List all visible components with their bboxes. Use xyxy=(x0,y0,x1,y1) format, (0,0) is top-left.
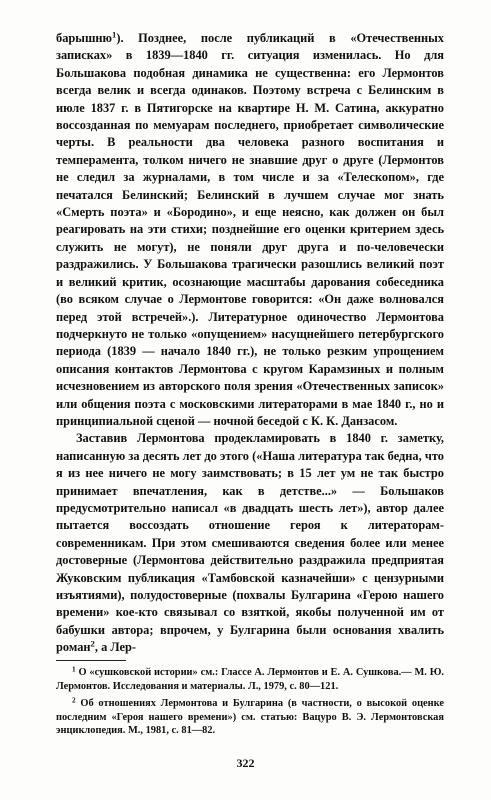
footnote-number: 2 xyxy=(72,696,76,705)
paragraph-text: барышню xyxy=(56,31,113,45)
footnote-number: 1 xyxy=(72,665,76,674)
footnote-ref: 1 xyxy=(112,29,117,40)
page-number: 322 xyxy=(236,756,255,770)
paragraph-text: , а Лер- xyxy=(94,640,137,655)
footnote-text: Об отношениях Лермонтова и Булгарина (в частности, о высокой оценке последним «Героя нашего времени») см. статью: Вацуро В. Э. Лермонтовская энциклопедия. М., 1981, с. 81—82. xyxy=(56,698,444,737)
footnotes xyxy=(56,666,444,742)
paragraph xyxy=(56,30,444,430)
paragraph xyxy=(56,430,444,656)
footnote-text: О «сушковской истории» см.: Глассе А. Лермонтов и Е. А. Сушкова.— М. Ю. Лермонтов. Исследования и материалы. Л., 1979, с. 80—121. xyxy=(56,667,444,692)
main-text xyxy=(56,30,444,657)
paragraph-text: ). Позднее, после публикаций в «Отечественных записках» в 1839—1840 гг. ситуация изменилась. Но для Большакова подобная динамика не существенна: его Лермонтов всегда велик и всегда одинаков. Поэтому встреча с Белинским в июле 1837 г. в Пятигорске на квартире Н. М. Сатина, аккуратно воссозданная по мемуарам последнего, приобретает символические черты. В реальности два человека разного воспитания и темперамента, толком ничего не знавшие друг о друге (Лермонтов не следил за журналами, в том числе и за «Телескопом», где печатался Белинский; Белинский в лучшем случае мог знать «Смерть поэта» и «Бородино», и еще неясно, как должен он был реагировать на эти стихи; позднейшие его оценки критерием здесь служить не могут), не поняли друг друга и по-человечески раздражились. У Большакова трагически разошлись великий поэт и великий критик, осознающие масштабы дарования собеседника (во всяком случае о Лермонтове говорится: «Он даже волновался перед этой встречей».). Литературное одиночество Лермонтова подчеркнуто не только «опущением» насущнейшего петербургского периода (1839 — начало 1840 гг.), не только резким упрощением описания контактов Лермонтова с кругом Карамзиных и полным исчезновением из авторского поля зрения «Отечественных записок» или общения поэта с московскими литераторами в мае 1840 г., но и принципиальной сценой — ночной беседой с К. К. Данзасом. xyxy=(56,31,444,428)
footnote-ref: 2 xyxy=(90,638,95,649)
paragraph-text: Заставив Лермонтова продекламировать в 1840 г. заметку, написанную за десять лет до этого («Наша литература так бедна, что я из нее ничего не могу заимствовать; в 15 лет ум не так быстро принимает впечатления, как в детстве...» — Большаков предусмотрительно написал «в двадцать шесть лет»), автор далее пытается воссоздать отношение героя к литераторам-современникам. При этом смешиваются сведения более или менее достоверные (Лермонтова действительно раздражила предприятая Жуковским публикация «Тамбовской казначейши» с цензурными изъятиями), полудостоверные (похвалы Булгарина «Герою нашего времени» кое-кто связывал со взяткой, якобы полученной им от бабушки автора; впрочем, у Булгарина были основания хвалить роман xyxy=(56,431,444,655)
footnote-separator xyxy=(56,660,126,661)
footnote xyxy=(56,697,444,738)
footnote xyxy=(56,666,444,693)
